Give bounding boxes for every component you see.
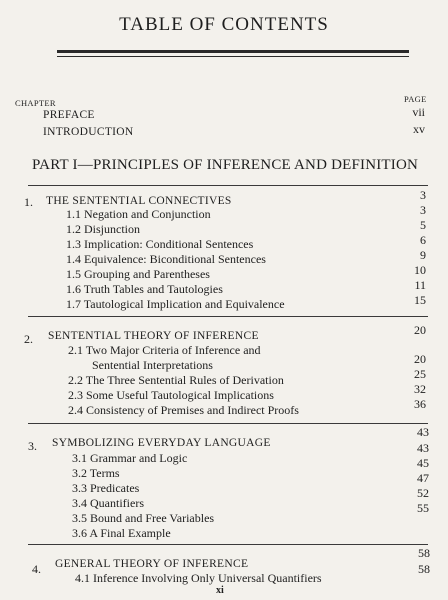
part-heading: PART I—PRINCIPLES OF INFERENCE AND DEFINITION xyxy=(32,157,419,173)
section-entry: 1.6 Truth Tables and Tautologies xyxy=(66,282,223,296)
section-page: 43 xyxy=(417,441,429,455)
section-entry: 1.4 Equivalence: Biconditional Sentences xyxy=(66,252,266,266)
section-page: 9 xyxy=(420,248,426,262)
section-page: 32 xyxy=(414,382,426,396)
chapter-title: GENERAL THEORY OF INFERENCE xyxy=(55,558,249,570)
section-page: 45 xyxy=(417,456,429,470)
chapter-number: 1. xyxy=(24,195,33,209)
chapter-column-label: CHAPTER xyxy=(15,98,56,108)
chapter-page: 58 xyxy=(418,546,430,560)
section-page: 36 xyxy=(414,397,426,411)
section-entry: 3.2 Terms xyxy=(72,466,120,480)
section-entry: 3.5 Bound and Free Variables xyxy=(72,511,215,525)
section-page: 20 xyxy=(414,352,426,366)
section-entry: 2.3 Some Useful Tautological Implications xyxy=(68,388,274,402)
section-page: 3 xyxy=(420,203,426,217)
chapter-title: SYMBOLIZING EVERYDAY LANGUAGE xyxy=(52,437,271,449)
title-rule-thin xyxy=(57,56,409,57)
chapter-divider xyxy=(28,316,428,317)
section-entry: 1.2 Disjunction xyxy=(66,222,140,236)
page-title: TABLE OF CONTENTS xyxy=(119,14,329,35)
section-entry: 3.6 A Final Example xyxy=(72,526,171,540)
section-entry: 1.5 Grouping and Parentheses xyxy=(66,267,210,281)
section-entry: 2.1 Two Major Criteria of Inference and xyxy=(68,343,261,357)
chapter-divider xyxy=(28,544,428,545)
chapter-number: 3. xyxy=(28,439,37,453)
section-page: 15 xyxy=(414,293,426,307)
front-matter-introduction-page: xv xyxy=(413,122,425,136)
chapter-title: THE SENTENTIAL CONNECTIVES xyxy=(46,195,232,207)
section-page: 52 xyxy=(417,486,429,500)
section-page: 58 xyxy=(418,562,430,576)
section-page: 10 xyxy=(414,263,426,277)
section-page: 25 xyxy=(414,367,426,381)
front-matter-preface: PREFACE xyxy=(43,109,95,121)
chapter-title: SENTENTIAL THEORY OF INFERENCE xyxy=(48,330,259,342)
section-entry: 1.7 Tautological Implication and Equivalence xyxy=(66,297,285,311)
section-entry: 4.1 Inference Involving Only Universal Quantifiers xyxy=(75,571,322,585)
chapter-page: 3 xyxy=(420,188,426,202)
front-matter-introduction: INTRODUCTION xyxy=(43,126,134,138)
section-page: 5 xyxy=(420,218,426,232)
section-page: 11 xyxy=(414,278,426,292)
section-entry: 3.4 Quantifiers xyxy=(72,496,144,510)
section-page: 55 xyxy=(417,501,429,515)
section-entry: 3.3 Predicates xyxy=(72,481,140,495)
chapter-divider xyxy=(28,423,428,424)
chapter-number: 4. xyxy=(32,562,41,576)
section-entry: 2.4 Consistency of Premises and Indirect Proofs xyxy=(68,403,299,417)
chapter-number: 2. xyxy=(24,332,33,346)
chapter-page: 20 xyxy=(414,323,426,337)
section-entry-continued: Sentential Interpretations xyxy=(92,358,213,372)
section-page: 6 xyxy=(420,233,426,247)
section-entry: 2.2 The Three Sentential Rules of Derivation xyxy=(68,373,284,387)
page-column-label: PAGE xyxy=(404,94,427,104)
section-entry: 3.1 Grammar and Logic xyxy=(72,451,188,465)
chapter-page: 43 xyxy=(417,425,429,439)
folio-page-number: xi xyxy=(216,585,224,596)
front-matter-preface-page: vii xyxy=(412,105,425,119)
section-entry: 1.1 Negation and Conjunction xyxy=(66,207,211,221)
section-page: 47 xyxy=(417,471,429,485)
section-entry: 1.3 Implication: Conditional Sentences xyxy=(66,237,254,251)
title-rule-thick xyxy=(57,50,409,53)
chapter-divider xyxy=(28,185,428,186)
